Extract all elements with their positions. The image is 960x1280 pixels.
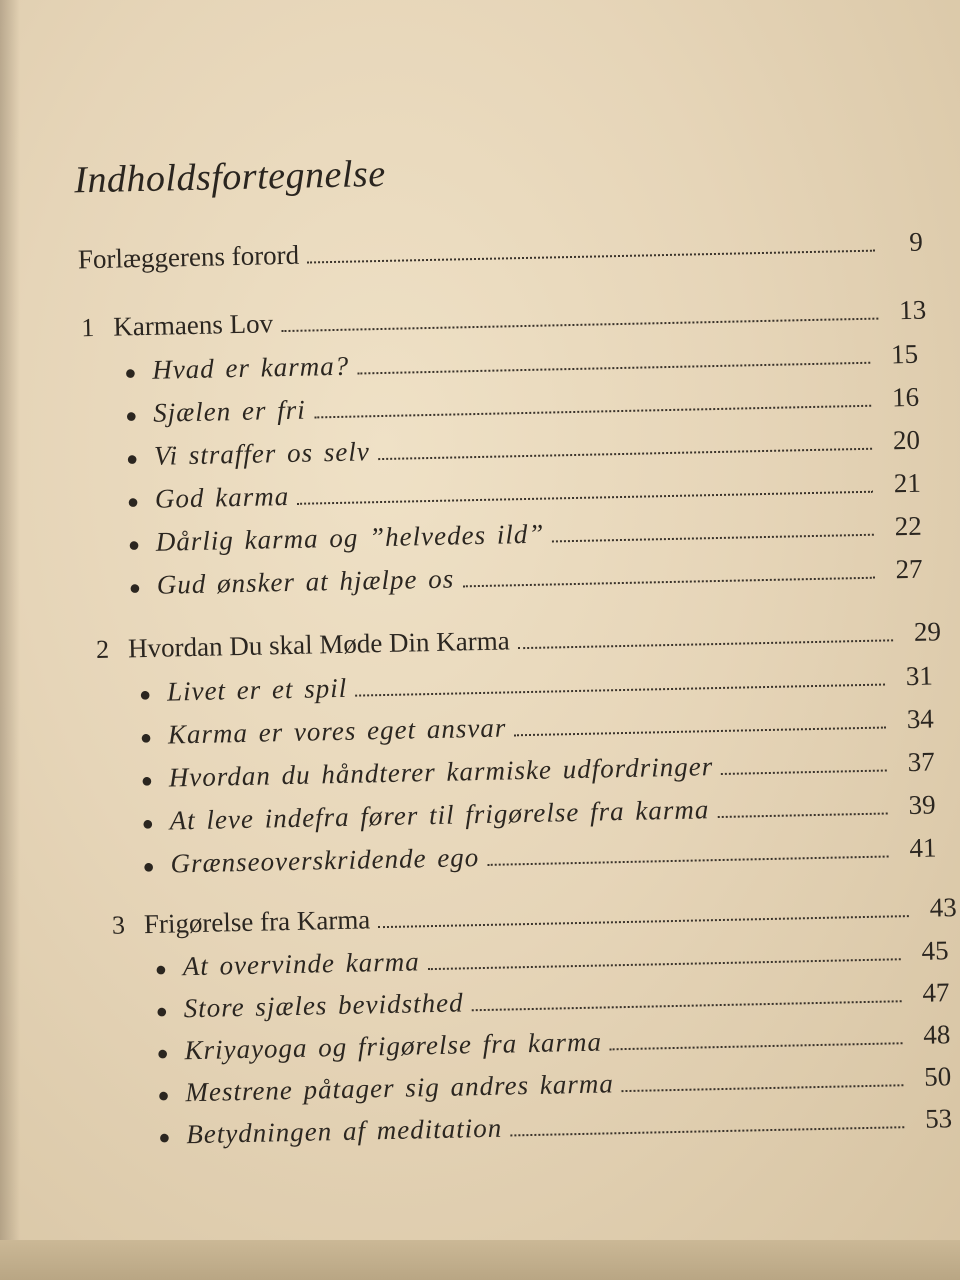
section-page: 39 [908, 789, 936, 821]
dot-leader [610, 1041, 903, 1050]
dot-leader [314, 404, 871, 419]
dot-leader [514, 726, 886, 737]
toc-section [118, 339, 918, 387]
bullet-icon: ● [156, 1042, 169, 1065]
entry-label: Forlæggerens forord [77, 239, 300, 275]
bullet-icon: ● [154, 958, 168, 981]
section-page: 16 [891, 381, 920, 413]
chapter-label: Karmaens Lov [113, 308, 274, 342]
dot-leader [518, 638, 893, 649]
section-page: 37 [907, 746, 935, 778]
section-label: Betydningen af meditation [185, 1112, 503, 1150]
chapter-page: 13 [898, 294, 927, 326]
section-label: Hvad er karma? [151, 350, 350, 385]
dot-leader [462, 576, 874, 588]
section-label: Gud ønsker at hjælpe os [156, 563, 455, 600]
toc-title: Indholdsfortegnelse [73, 152, 387, 202]
section-page: 20 [892, 424, 921, 456]
section-label: Store sjæles bevidsthed [183, 987, 464, 1024]
bullet-icon: ● [139, 726, 153, 750]
chapter-number: 1 [81, 313, 95, 343]
section-label: At leve indefra fører til frigørelse fra karma [169, 794, 710, 836]
toc-section [149, 977, 949, 1025]
bullet-icon: ● [125, 448, 139, 471]
dot-leader [307, 249, 875, 264]
toc-section [150, 1019, 950, 1067]
section-label: Mestrene påtager sig andres karma [185, 1068, 615, 1108]
section-label: Hvordan du håndterer karmiske udfordringer [168, 751, 714, 793]
section-page: 31 [905, 660, 934, 692]
toc-section [121, 468, 921, 516]
section-page: 47 [922, 977, 950, 1008]
section-label: God karma [154, 480, 290, 514]
section-label: Dårlig karma og ”helvedes ild” [155, 518, 545, 557]
bullet-icon: ● [142, 855, 156, 879]
chapter-label: Hvordan Du skal Møde Din Karma [127, 625, 511, 664]
toc-section [122, 554, 922, 602]
bullet-icon: ● [157, 1084, 170, 1107]
toc-chapter-1 [81, 295, 926, 344]
bullet-icon: ● [127, 534, 141, 557]
section-page: 48 [923, 1019, 951, 1050]
section-label: Grænseoverskridende ego [170, 842, 480, 879]
dot-leader [510, 1125, 904, 1136]
toc-section [135, 747, 935, 795]
section-page: 45 [921, 935, 949, 966]
section-page: 22 [894, 510, 923, 542]
bullet-icon: ● [141, 812, 155, 836]
dot-leader [487, 854, 888, 865]
section-page: 27 [895, 553, 923, 585]
toc-section [151, 1061, 951, 1109]
chapter-number: 2 [95, 634, 110, 665]
entry-page: 9 [908, 226, 924, 257]
toc-section [136, 832, 936, 880]
dot-leader [721, 769, 887, 775]
section-page: 21 [893, 467, 922, 499]
bullet-icon: ● [138, 683, 152, 707]
bullet-icon: ● [124, 362, 137, 385]
toc-entry-foreword [78, 227, 923, 276]
toc-section [135, 789, 935, 837]
section-page: 50 [923, 1061, 952, 1092]
dot-leader [428, 957, 901, 970]
toc-chapter-3 [112, 892, 957, 941]
bullet-icon: ● [128, 577, 142, 600]
toc-section [133, 661, 933, 709]
chapter-number: 3 [111, 910, 126, 940]
bullet-icon: ● [126, 491, 140, 514]
section-label: Vi straffer os selv [153, 436, 371, 471]
dot-leader [297, 490, 873, 505]
dot-leader [355, 683, 885, 697]
bullet-icon: ● [140, 769, 154, 793]
bullet-icon: ● [158, 1126, 171, 1149]
toc-section [119, 382, 919, 430]
section-page: 53 [924, 1103, 953, 1134]
chapter-label: Frigørelse fra Karma [143, 904, 371, 940]
dot-leader [281, 317, 878, 333]
toc-section [120, 425, 920, 473]
toc-section [152, 1103, 952, 1151]
section-label: Livet er et spil [166, 672, 348, 707]
toc-chapter-2 [96, 616, 941, 665]
dot-leader [622, 1083, 904, 1092]
toc-section [134, 704, 934, 752]
dot-leader [378, 914, 909, 928]
toc-section [148, 935, 948, 983]
section-label: Sjælen er fri [152, 394, 306, 428]
bullet-icon: ● [155, 1000, 169, 1023]
dot-leader [552, 533, 874, 543]
dot-leader [717, 811, 887, 818]
section-page: 41 [909, 832, 937, 864]
chapter-page: 43 [929, 892, 958, 923]
dot-leader [357, 361, 870, 375]
section-label: Karma er vores eget ansvar [167, 712, 507, 750]
bullet-icon: ● [125, 405, 138, 428]
section-label: At overvinde karma [182, 946, 420, 982]
section-page: 34 [906, 703, 935, 735]
dot-leader [378, 447, 872, 460]
toc-section [122, 511, 922, 559]
dot-leader [472, 999, 902, 1011]
section-page: 15 [890, 338, 919, 370]
section-label: Kriyayoga og frigørelse fra karma [184, 1026, 603, 1066]
chapter-page: 29 [913, 616, 942, 647]
